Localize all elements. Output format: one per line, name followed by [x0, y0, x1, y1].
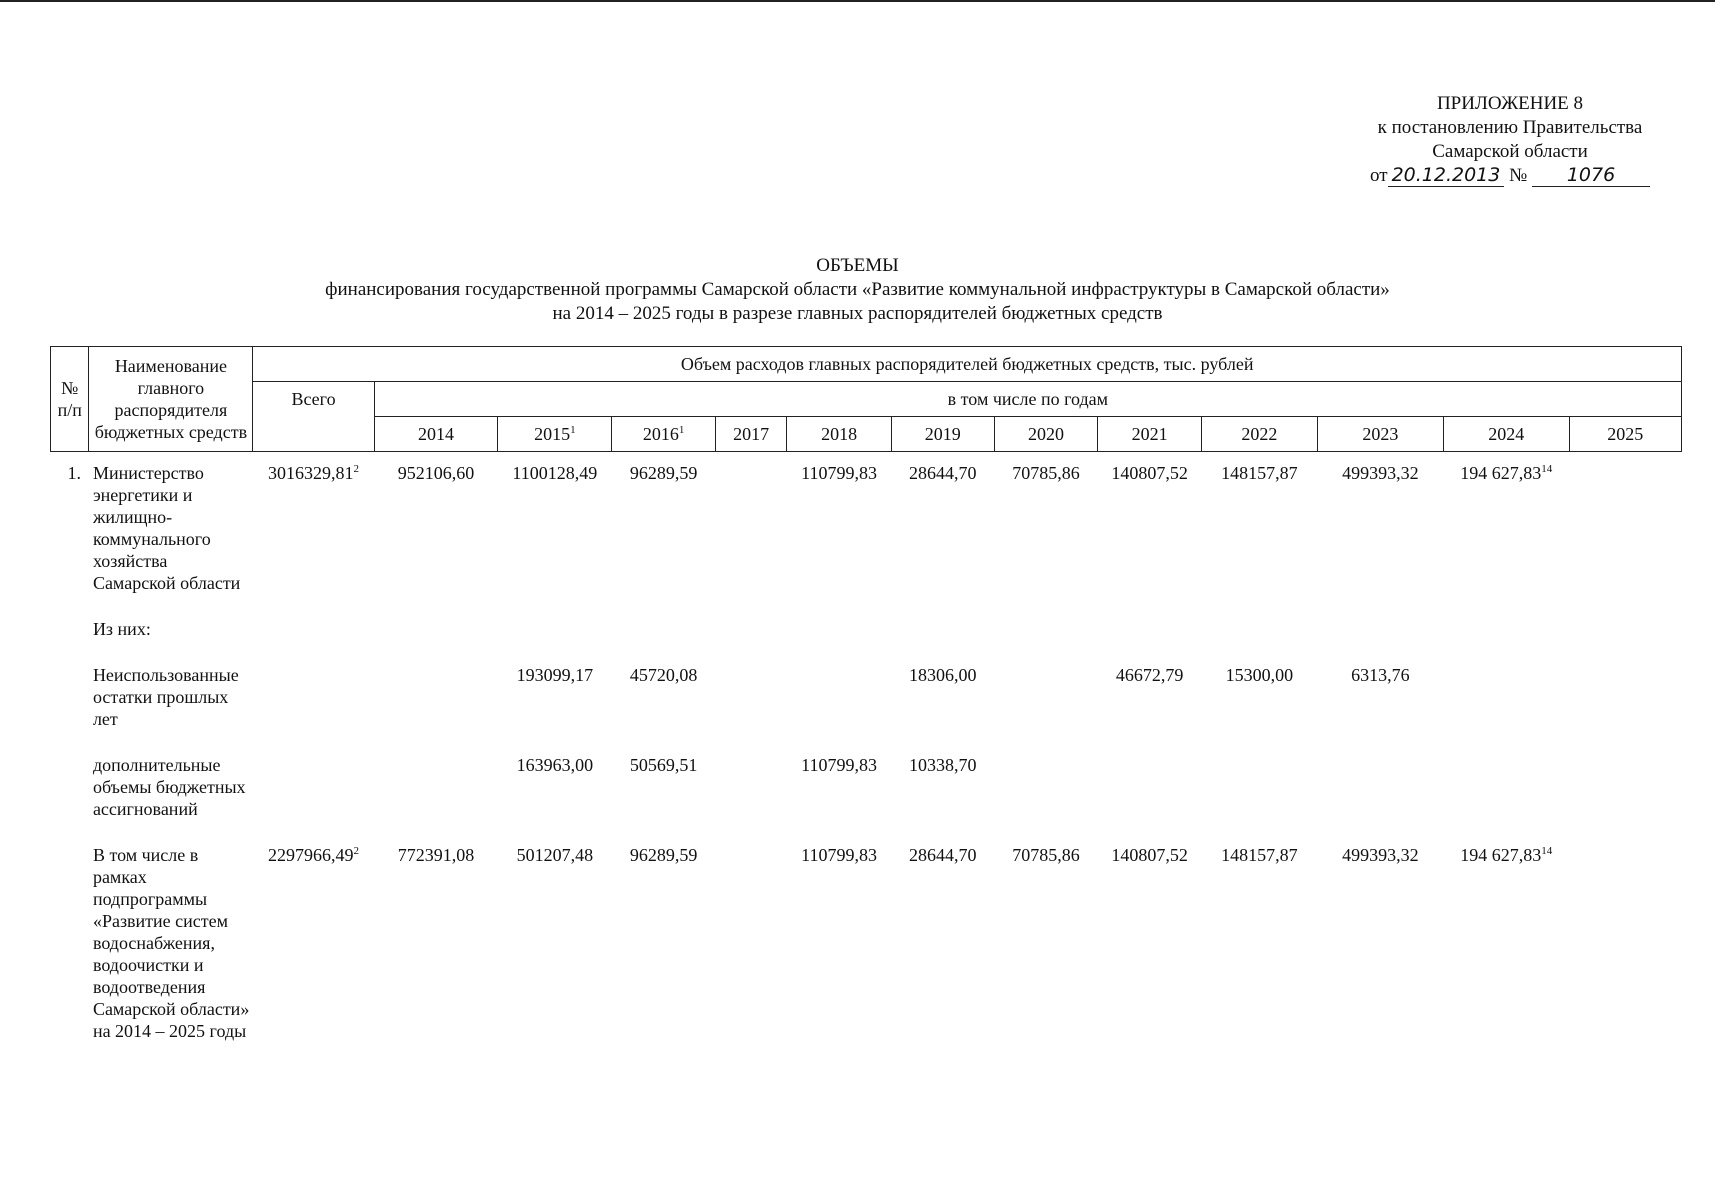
year-value: 772391,08 [397, 845, 475, 865]
year-value-cell-2022 [1202, 452, 1317, 615]
year-value: 28644,70 [909, 845, 977, 865]
year-value-cell-2014 [374, 840, 497, 1062]
row-name-cell: Из них: [92, 619, 151, 639]
header-year-2016 [612, 417, 715, 452]
row-name-cell: Неиспользованные остатки прошлых лет [92, 665, 239, 729]
header-year-label: 2019 [924, 424, 961, 444]
year-value: 28644,70 [909, 463, 977, 483]
year-value: 193099,17 [516, 665, 594, 685]
year-value-cell-2020 [994, 452, 1097, 615]
header-year-2017 [715, 417, 787, 452]
year-value-cell-2024 [1444, 750, 1569, 840]
year-value: 501207,48 [516, 845, 594, 865]
year-value: 194 627,83 [1460, 463, 1542, 483]
year-value: 148157,87 [1221, 463, 1298, 483]
year-value-cell-2021 [1098, 614, 1202, 660]
year-value: 50569,51 [629, 755, 698, 775]
row-total-cell [253, 750, 374, 840]
year-value-cell-2019 [891, 614, 994, 660]
appendix-title: ПРИЛОЖЕНИЕ 8 [1436, 93, 1584, 114]
year-value-cell-2020 [994, 614, 1097, 660]
year-value-cell-2022 [1202, 750, 1317, 840]
year-value: 46672,79 [1115, 665, 1184, 685]
appendix-region-line: Самарской области [1432, 141, 1588, 162]
table-row [51, 452, 1682, 615]
year-value-cell-2025 [1569, 660, 1682, 750]
year-value-cell-2024 [1444, 452, 1569, 615]
table-row [51, 660, 1682, 750]
year-value-cell-2020 [994, 660, 1097, 750]
header-num: № п/п [51, 347, 89, 452]
header-year-2024 [1444, 417, 1569, 452]
year-value: 140807,52 [1111, 463, 1188, 483]
year-value: 70785,86 [1012, 463, 1080, 483]
row-name-cell: дополнительные объемы бюджетных ассигнований [92, 755, 246, 819]
year-value: 163963,00 [516, 755, 594, 775]
year-value-cell-2023 [1317, 614, 1443, 660]
row-name-cell: Министерство энергетики и жилищно-коммунального хозяйства Самарской области [92, 463, 241, 593]
year-value-cell-2023 [1317, 452, 1443, 615]
table-row [51, 840, 1682, 1062]
year-value-cell-2019 [891, 750, 994, 840]
year-value: 96289,59 [629, 463, 698, 483]
year-value: 70785,86 [1012, 845, 1080, 865]
year-value-cell-2015 [498, 452, 612, 615]
document-title [0, 254, 1715, 326]
header-year-label: 2024 [1488, 424, 1525, 444]
header-year-2021 [1098, 417, 1202, 452]
appendix-date-line [1350, 164, 1670, 188]
header-year-label: 2022 [1241, 424, 1278, 444]
row-number-cell: 1. [67, 463, 81, 483]
row-number-cell [51, 614, 89, 660]
year-value-cell-2016 [612, 660, 715, 750]
header-year-2020 [994, 417, 1097, 452]
header-year-2025 [1569, 417, 1682, 452]
year-value: 45720,08 [629, 665, 698, 685]
year-value: 140807,52 [1111, 845, 1188, 865]
year-value-cell-2015 [498, 840, 612, 1062]
year-value: 15300,00 [1225, 665, 1294, 685]
year-value-cell-2017 [715, 452, 787, 615]
year-value-cell-2016 [612, 840, 715, 1062]
year-value: 18306,00 [909, 665, 977, 685]
row-total-value: 3016329,81 [268, 463, 354, 483]
year-value-cell-2016 [612, 750, 715, 840]
row-number-cell [51, 840, 89, 1062]
header-by-years: в том числе по годам [374, 382, 1681, 417]
row-total-cell [253, 614, 374, 660]
year-value-cell-2019 [891, 452, 994, 615]
year-value-cell-2021 [1098, 452, 1202, 615]
table-row [51, 614, 1682, 660]
year-value-cell-2022 [1202, 660, 1317, 750]
header-year-label: 2014 [417, 424, 454, 444]
year-value-cell-2025 [1569, 452, 1682, 615]
year-value-cell-2021 [1098, 750, 1202, 840]
from-label: от [1370, 165, 1388, 186]
year-value-cell-2015 [498, 614, 612, 660]
year-value: 148157,87 [1221, 845, 1298, 865]
appendix-block [1350, 92, 1670, 188]
year-value: 96289,59 [629, 845, 698, 865]
header-year-label: 2016 [642, 424, 679, 444]
title-period: на 2014 – 2025 годы в разрезе главных распорядителей бюджетных средств [552, 303, 1163, 324]
header-year-label: 2021 [1131, 424, 1168, 444]
row-number-cell [51, 660, 89, 750]
header-year-2023 [1317, 417, 1443, 452]
year-value: 499393,32 [1342, 845, 1419, 865]
header-year-label: 2023 [1362, 424, 1399, 444]
year-value-cell-2022 [1202, 614, 1317, 660]
year-value-cell-2014 [374, 660, 497, 750]
header-year-label: 2015 [534, 424, 571, 444]
year-value-cell-2014 [374, 614, 497, 660]
year-value-cell-2018 [787, 660, 891, 750]
header-year-2018 [787, 417, 891, 452]
year-value-cell-2020 [994, 840, 1097, 1062]
table-body [51, 452, 1682, 1063]
row-total-value: 2297966,49 [268, 845, 354, 865]
year-value-cell-2024 [1444, 660, 1569, 750]
year-value-cell-2024 [1444, 840, 1569, 1062]
row-number-cell [51, 750, 89, 840]
year-value-cell-2017 [715, 840, 787, 1062]
handwritten-date: 20.12.2013 [1388, 164, 1505, 187]
year-value-cell-2019 [891, 840, 994, 1062]
budget-table [50, 346, 1682, 1062]
year-value: 952106,60 [397, 463, 475, 483]
row-name-cell: В том числе в рамках подпрограммы «Развитие систем водоснабжения, водоочистки и водоотведения Самарской области» на 2014 – 2025 годы [92, 845, 250, 1041]
year-value: 499393,32 [1342, 463, 1419, 483]
year-value: 194 627,83 [1460, 845, 1542, 865]
year-value-cell-2017 [715, 750, 787, 840]
appendix-decree-line: к постановлению Правительства [1377, 117, 1643, 138]
year-value-cell-2016 [612, 614, 715, 660]
table-row [51, 750, 1682, 840]
header-name: Наименование главного распорядителя бюджетных средств [89, 347, 253, 452]
header-year-2014 [374, 417, 497, 452]
title-program: финансирования государственной программы Самарской области «Развитие коммунальной инфраструктуры в Самарской области» [325, 279, 1390, 300]
year-value-cell-2016 [612, 452, 715, 615]
row-total-cell [253, 660, 374, 750]
year-value-cell-2018 [787, 840, 891, 1062]
year-value-cell-2017 [715, 660, 787, 750]
year-value: 110799,83 [801, 845, 877, 865]
header-total: Всего [253, 382, 374, 452]
year-value-cell-2019 [891, 660, 994, 750]
header-year-2022 [1202, 417, 1317, 452]
footnote-marker: 14 [1541, 845, 1553, 857]
year-value-cell-2014 [374, 452, 497, 615]
year-value: 1100128,49 [512, 463, 598, 483]
year-value-cell-2025 [1569, 750, 1682, 840]
header-year-label: 2018 [821, 424, 858, 444]
year-value-cell-2014 [374, 750, 497, 840]
header-year-label: 2025 [1607, 424, 1644, 444]
year-value-cell-2024 [1444, 614, 1569, 660]
header-year-2019 [891, 417, 994, 452]
footnote-marker: 2 [353, 463, 360, 475]
handwritten-number: 1076 [1532, 164, 1650, 187]
header-year-2015 [498, 417, 612, 452]
year-value-cell-2017 [715, 614, 787, 660]
year-value-cell-2022 [1202, 840, 1317, 1062]
footnote-marker: 14 [1541, 463, 1553, 475]
header-year-footnote: 1 [678, 424, 685, 436]
year-value-cell-2023 [1317, 840, 1443, 1062]
year-value-cell-2021 [1098, 840, 1202, 1062]
header-volume: Объем расходов главных распорядителей бюджетных средств, тыс. рублей [253, 347, 1682, 382]
year-value-cell-2021 [1098, 660, 1202, 750]
year-value-cell-2015 [498, 660, 612, 750]
row-total-cell [253, 840, 374, 1062]
title-heading: ОБЪЕМЫ [816, 255, 899, 276]
year-value-cell-2015 [498, 750, 612, 840]
year-value: 110799,83 [801, 463, 877, 483]
year-value-cell-2023 [1317, 660, 1443, 750]
year-value-cell-2018 [787, 452, 891, 615]
header-year-label: 2020 [1027, 424, 1064, 444]
year-value-cell-2025 [1569, 840, 1682, 1062]
year-value-cell-2020 [994, 750, 1097, 840]
year-value-cell-2023 [1317, 750, 1443, 840]
year-value: 6313,76 [1351, 665, 1410, 685]
year-value: 10338,70 [909, 755, 977, 775]
number-label: № [1509, 165, 1528, 186]
header-year-label: 2017 [733, 424, 770, 444]
year-value-cell-2025 [1569, 614, 1682, 660]
year-value: 110799,83 [801, 755, 877, 775]
row-total-cell [253, 452, 374, 615]
year-value-cell-2018 [787, 614, 891, 660]
year-value-cell-2018 [787, 750, 891, 840]
top-border-rule [0, 0, 1715, 2]
header-year-footnote: 1 [570, 424, 576, 436]
footnote-marker: 2 [353, 845, 360, 857]
